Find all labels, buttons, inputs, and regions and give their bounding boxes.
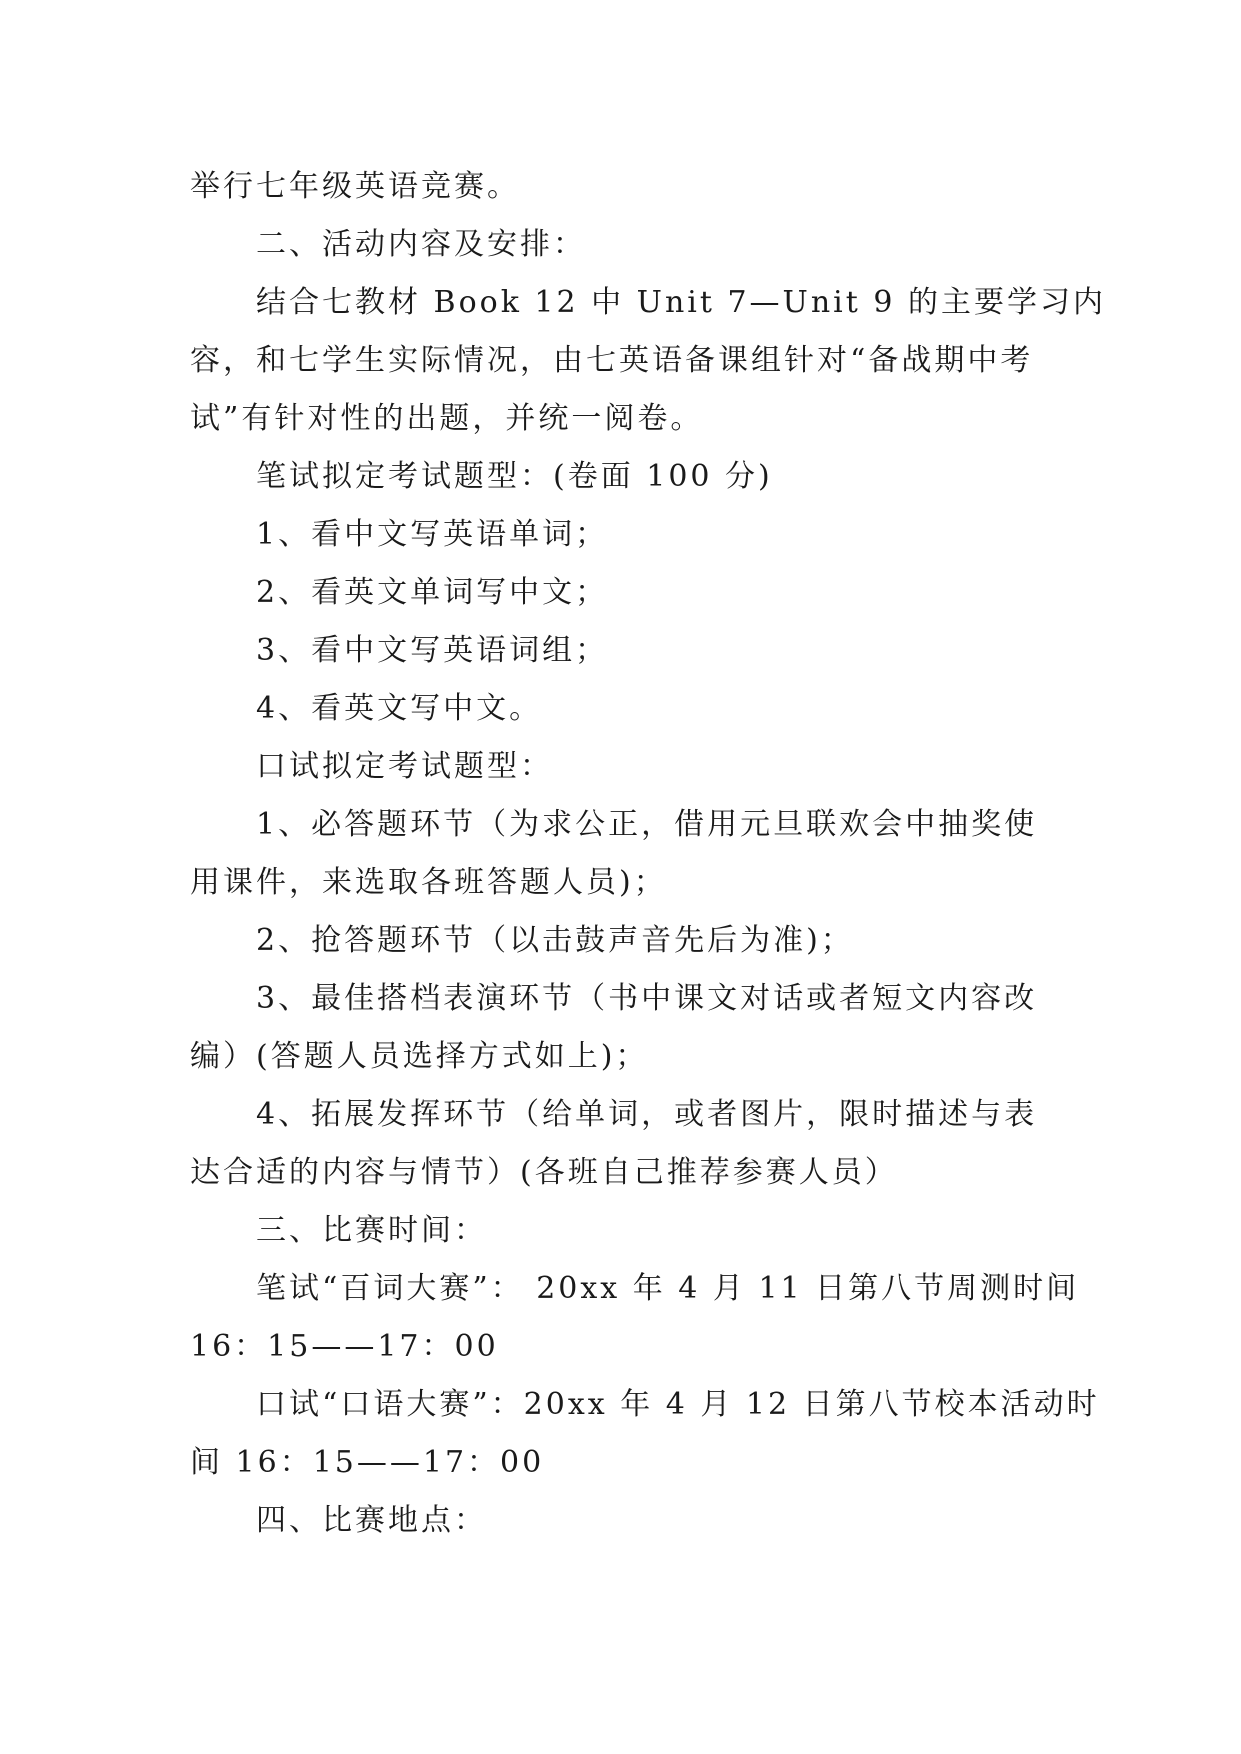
list-item: 4、看英文写中文。 <box>256 691 543 726</box>
section-heading-activity: 二、活动内容及安排： <box>256 227 586 262</box>
text-line: 结合七教材 Book 12 中 Unit 7—Unit 9 的主要学习内 <box>256 285 1106 320</box>
text-line: 容，和七学生实际情况，由七英语备课组针对“备战期中考 <box>190 343 1034 378</box>
text-line: 16：15——17：00 <box>190 1329 499 1364</box>
list-item: 1、必答题环节（为求公正，借用元旦联欢会中抽奖使 <box>256 807 1038 842</box>
list-item-continuation: 编）(答题人员选择方式如上)； <box>190 1039 649 1074</box>
list-item-continuation: 达合适的内容与情节）(各班自己推荐参赛人员） <box>190 1155 898 1190</box>
list-item: 4、拓展发挥环节（给单词，或者图片，限时描述与表 <box>256 1097 1038 1132</box>
text-line: 间 16：15——17：00 <box>190 1445 545 1480</box>
list-item: 3、最佳搭档表演环节（书中课文对话或者短文内容改 <box>256 981 1038 1016</box>
list-item: 1、看中文写英语单词； <box>256 517 609 552</box>
list-item-continuation: 用课件，来选取各班答题人员)； <box>190 865 667 900</box>
text-line: 笔试拟定考试题型：(卷面 100 分) <box>256 459 773 494</box>
list-item: 2、看英文单词写中文； <box>256 575 609 610</box>
document-body <box>190 158 1106 1550</box>
text-line: 试”有针对性的出题，并统一阅卷。 <box>190 401 704 436</box>
text-line: 举行七年级英语竞赛。 <box>190 169 520 204</box>
text-line: 口试拟定考试题型： <box>256 749 553 784</box>
section-heading-location: 四、比赛地点： <box>256 1503 487 1538</box>
list-item: 2、抢答题环节（以击鼓声音先后为准)； <box>256 923 854 958</box>
section-heading-time: 三、比赛时间： <box>256 1213 487 1248</box>
text-line: 笔试“百词大赛”： 20xx 年 4 月 11 日第八节周测时间 <box>256 1271 1080 1306</box>
text-line: 口试“口语大赛”：20xx 年 4 月 12 日第八节校本活动时 <box>256 1387 1100 1422</box>
list-item: 3、看中文写英语词组； <box>256 633 609 668</box>
